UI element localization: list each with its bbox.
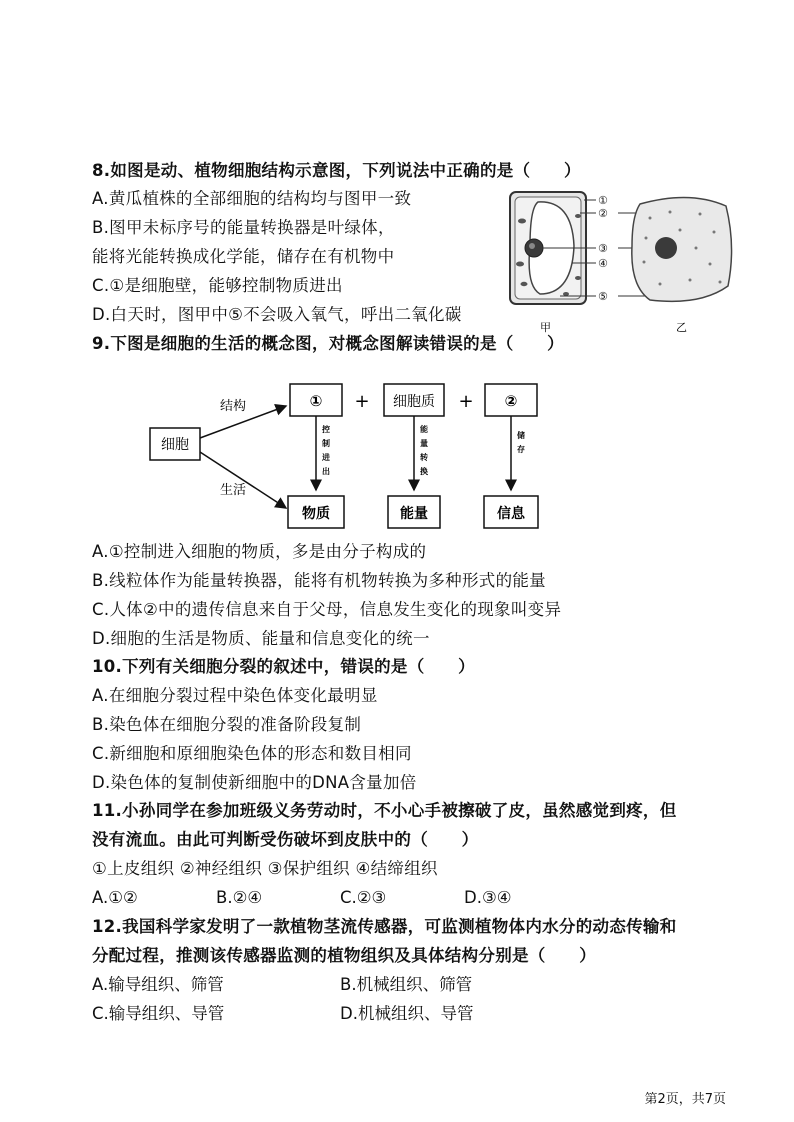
concept-out-1: 物质 xyxy=(302,506,330,522)
figure-label-2: ② xyxy=(598,207,608,220)
concept-life-label: 生活 xyxy=(220,483,247,498)
figure-label-3: ③ xyxy=(598,242,608,255)
q12-stem-line2: 分配过程，推测该传感器监测的植物组织及具体结构分别是（ ） xyxy=(92,946,596,965)
q10-stem: 10.下列有关细胞分裂的叙述中，错误的是（ ） xyxy=(92,657,475,676)
arrow2-char-4: 换 xyxy=(420,467,428,476)
concept-box-2: 细胞质 xyxy=(393,394,435,410)
figure-label-4: ④ xyxy=(598,257,608,270)
figure-label-1: ① xyxy=(598,194,608,207)
arrow2-char-1: 能 xyxy=(420,425,428,434)
page-number: 第2页，共7页 xyxy=(644,1092,726,1107)
concept-structure-label: 结构 xyxy=(220,399,247,414)
q9-option-b: B.线粒体作为能量转换器，能将有机物转换为多种形式的能量 xyxy=(92,571,546,590)
cell-structure-figure xyxy=(500,186,740,336)
q8-option-b-line1: B.图甲未标序号的能量转换器是叶绿体， xyxy=(92,218,395,237)
q8-option-d: D.白天时，图甲中⑤不会吸入氧气，呼出二氧化碳 xyxy=(92,305,462,324)
q9-stem: 9.下图是细胞的生活的概念图，对概念图解读错误的是（ ） xyxy=(92,334,564,353)
arrow2-char-3: 转 xyxy=(420,453,428,462)
q10-option-b: B.染色体在细胞分裂的准备阶段复制 xyxy=(92,715,362,734)
arrow1-char-3: 进 xyxy=(322,453,330,462)
figure-label-5: ⑤ xyxy=(598,290,608,303)
cell-life-concept-map xyxy=(140,376,560,536)
q9-option-c: C.人体②中的遗传信息来自于父母，信息发生变化的现象叫变异 xyxy=(92,600,562,619)
q10-option-d: D.染色体的复制使新细胞中的DNA含量加倍 xyxy=(92,773,417,792)
concept-box-3: ② xyxy=(504,392,518,410)
q12-option-a: A.输导组织、筛管 xyxy=(92,975,224,994)
figure-caption-jia: 甲 xyxy=(540,321,551,334)
q11-option-d: D.③④ xyxy=(464,888,512,907)
q9-option-d: D.细胞的生活是物质、能量和信息变化的统一 xyxy=(92,629,430,648)
arrow1-char-1: 控 xyxy=(322,425,330,434)
q11-option-c: C.②③ xyxy=(340,888,387,907)
concept-box-1: ① xyxy=(309,392,323,410)
q11-option-a: A.①② xyxy=(92,888,138,907)
arrow3-char-1: 储 xyxy=(517,431,525,440)
concept-out-3: 信息 xyxy=(497,506,525,522)
q11-option-b: B.②④ xyxy=(216,888,263,907)
q10-option-a: A.在细胞分裂过程中染色体变化最明显 xyxy=(92,686,378,705)
arrow3-char-2: 存 xyxy=(517,445,525,454)
q8-stem: 8.如图是动、植物细胞结构示意图，下列说法中正确的是（ ） xyxy=(92,161,581,180)
q12-option-c: C.输导组织、导管 xyxy=(92,1004,225,1023)
q9-option-a: A.①控制进入细胞的物质，多是由分子构成的 xyxy=(92,542,427,561)
animal-cell xyxy=(632,197,732,301)
q11-stem-line1: 11.小孙同学在参加班级义务劳动时，不小心手被擦破了皮，虽然感觉到疼，但 xyxy=(92,801,677,820)
q8-option-b-line2: 能将光能转换成化学能，储存在有机物中 xyxy=(92,247,395,266)
q10-option-c: C.新细胞和原细胞染色体的形态和数目相同 xyxy=(92,744,412,763)
figure-caption-yi: 乙 xyxy=(676,321,687,334)
q8-option-a: A.黄瓜植株的全部细胞的结构均与图甲一致 xyxy=(92,189,412,208)
q12-stem-line1: 12.我国科学家发明了一款植物茎流传感器，可监测植物体内水分的动态传输和 xyxy=(92,917,677,936)
q8-option-c: C.①是细胞壁，能够控制物质进出 xyxy=(92,276,343,295)
concept-plus-2: + xyxy=(458,391,474,412)
q12-option-d: D.机械组织、导管 xyxy=(340,1004,474,1023)
concept-cell: 细胞 xyxy=(161,437,189,453)
q12-option-b: B.机械组织、筛管 xyxy=(340,975,473,994)
q11-items: ①上皮组织 ②神经组织 ③保护组织 ④结缔组织 xyxy=(92,859,438,878)
arrow2-char-2: 量 xyxy=(420,439,428,448)
arrow1-char-4: 出 xyxy=(322,467,330,476)
concept-out-2: 能量 xyxy=(400,506,428,522)
q11-stem-line2: 没有流血。由此可判断受伤破坏到皮肤中的（ ） xyxy=(92,830,479,849)
concept-plus-1: + xyxy=(354,391,370,412)
arrow1-char-2: 制 xyxy=(322,439,330,448)
